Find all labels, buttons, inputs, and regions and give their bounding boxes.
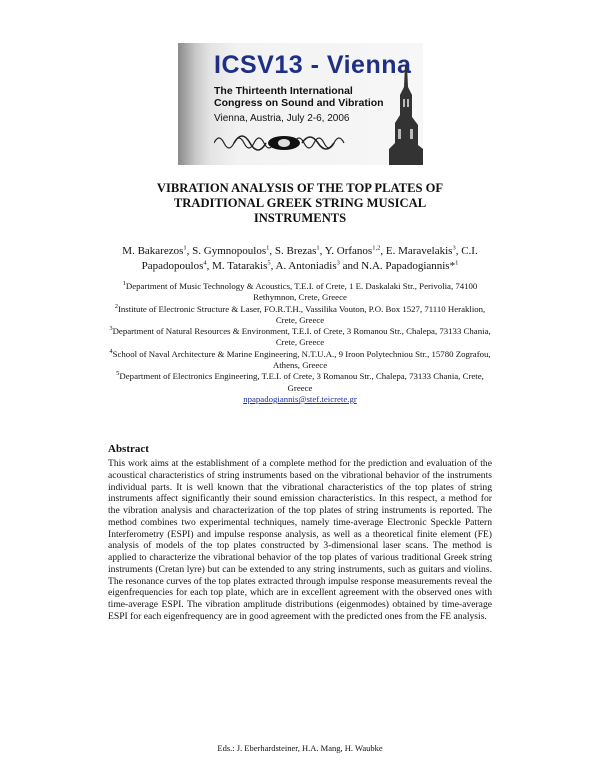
cathedral-silhouette-icon [389,65,423,165]
affiliation: $^3$Department of Natural Resources & Environment, T.E.I. of Crete, 3 Romanou Str., Chalepa, 73133 Chania, Crete, Greece [109,325,491,348]
author: E. Maravelakis$^3$ [385,244,456,257]
author: M. Bakarezos$^1$ [122,244,187,257]
author-list: M. Bakarezos$^1$, S. Gymnopoulos$^1$, S. Brezas$^1$, Y. Orfanos$^{1,2}$, E. Maravelakis$^3$, C.I. Papadopoulos$^4$, M. Tatarakis$^5$, A. Antoniadis$^3$ and N.A. Papadogiannis*$^1$ [122,244,478,272]
author: S. Brezas$^1$ [274,244,320,257]
title-line: VIBRATION ANALYSIS OF THE TOP PLATES OF [156,181,444,195]
author: S. Gymnopoulos$^1$ [192,244,270,257]
abstract-text: This work aims at the establishment of a complete method for the prediction and evaluation of the acoustical characteristics of string instruments based on the vibrational behavior of the instruments individual parts. It is well known that the vibrational characteristics of the top plates of string instruments affect significantly their sound emission characteristics. In this respect, a method for the vibration analysis and characterization of the top plates of string instruments is reported. The method combines two experimental techniques, namely time-average Electronic Speckle Pattern Interferometry (ESPI) and impulse response analysis, as well as a theoretical finite element (FE) analysis of models of the top plates constructed by 3-dimensional laser scans. The method is applied to characterize the vibrational behavior of the top plates of various traditional Greek string instruments (Cretan lyre) but can be extended to any string instruments, such as guitars and violins. The resonance curves of the top plates extracted through impulse response measurements reveal the eigenfrequencies for each top plate, which are in excellent agreement with the observed ones with time-average ESPI. The vibration amplitude distributions (eigenmodes) obtained by time-average ESPI for each eigenfrequency are in good agreement with the predicted ones from the FE analysis. [108,458,492,622]
affiliation: $^1$Department of Music Technology & Acoustics, T.E.I. of Crete, 1 E. Daskalaki Str., Perivolia, 74100 Rethymnon, Crete, Greece [122,280,478,303]
paper-title [100,181,500,226]
title-line: TRADITIONAL GREEK STRING MUSICAL [173,196,427,210]
author: Y. Orfanos$^{1,2}$ [324,244,381,257]
affiliations [108,281,492,405]
author: C.I. Papadopoulos$^4$ [141,245,478,272]
title-line: INSTRUMENTS [253,211,347,225]
affiliation: $^2$Institute of Electronic Structure & Laser, FO.R.T.H., Vassilika Vouton, P.O. Box 1527, 71110 Heraklion, Crete, Greece [114,302,486,325]
editors-footer: Eds.: J. Eberhardsteiner, H.A. Mang, H. Waubke [217,743,383,753]
banner-place-date: Vienna, Austria, July 2-6, 2006 [214,113,350,124]
email-link[interactable]: npapadogiannis@stef.teicrete.gr [243,393,357,404]
affiliation: $^5$Department of Electronics Engineering, T.E.I. of Crete, 3 Romanou Str., Chalepa, 73133 Chania, Crete, Greece [116,370,484,393]
abstract-heading: Abstract [108,443,149,455]
banner-title: ICSV13 - Vienna [214,51,412,79]
sound-wave-icon [214,129,354,157]
author: M. Tatarakis$^5$ [212,259,271,272]
banner-subtitle: The Thirteenth International Congress on Sound and Vibration [214,85,384,109]
conference-banner [178,43,423,165]
author: A. Antoniadis$^3$ [275,259,340,272]
author: N.A. Papadogiannis*$^1$ [361,259,459,272]
affiliation: $^4$School of Naval Architecture & Marine Engineering, N.T.U.A., 9 Iroon Polytechniou Str., 15780 Zografou, Athens, Greece [109,347,491,371]
